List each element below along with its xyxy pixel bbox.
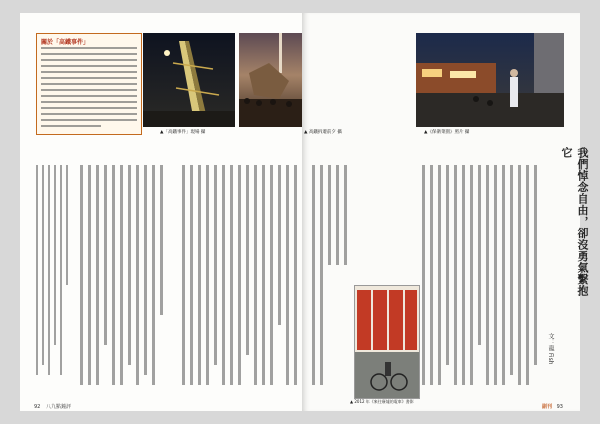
sidebar-box-title: 關於「高鐵事件」: [41, 39, 90, 46]
inset-book-cover: [354, 285, 420, 399]
left-folio: [34, 403, 71, 410]
photo-street-caption: ▲《保衛菜園》照片 攝: [424, 130, 470, 135]
left-page-number: 92: [34, 404, 41, 410]
left-publication: 八九點鐘評: [45, 404, 71, 410]
right-page: [302, 13, 589, 411]
photo-tower: [143, 33, 235, 127]
photo-street: [416, 33, 564, 127]
right-folio: [542, 403, 563, 410]
photo-tower-caption: ▲「高鐵事件」現場 攝: [160, 130, 206, 135]
photo-crowd-caption: ▲ 高鐵拆遷前夕 攝: [304, 130, 342, 135]
left-page: [20, 13, 302, 411]
article-headline: 我們悼念自由，卻沒勇氣繫抱它: [560, 147, 589, 297]
photo-crowd: [239, 33, 302, 127]
right-page-number: 93: [556, 404, 563, 410]
magazine-spread: [20, 13, 589, 411]
inset-book-caption: ▲ 2012 年《來往廢墟的電車》書影: [350, 399, 414, 404]
article-byline: 文：龍 Fish: [547, 333, 554, 365]
sidebar-box: [36, 33, 142, 135]
right-section-label: 副刊: [542, 404, 553, 410]
